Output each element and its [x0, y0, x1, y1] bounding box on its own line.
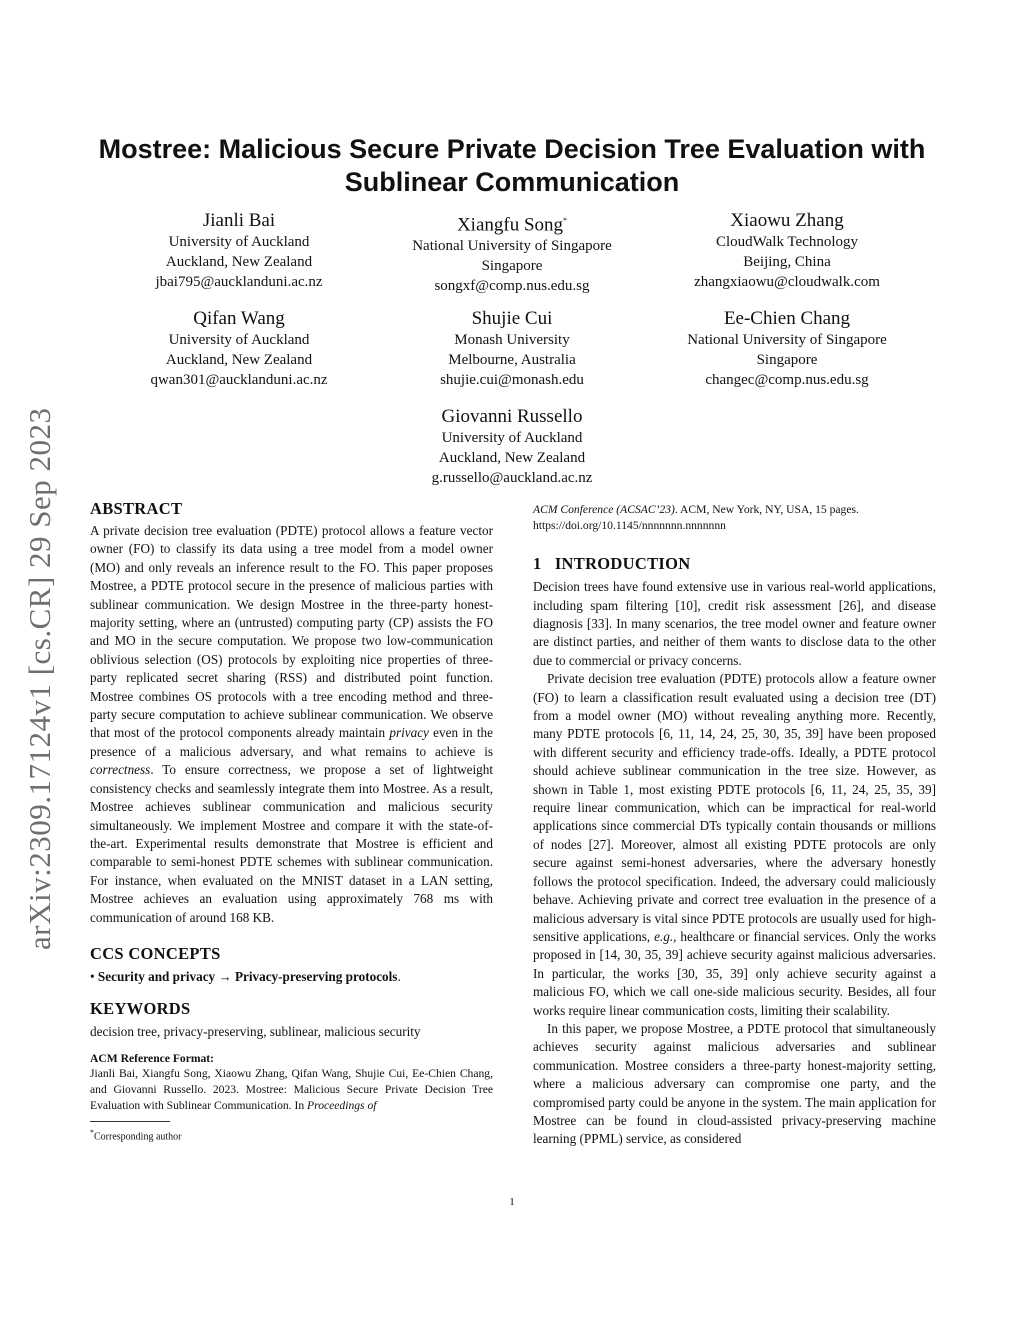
- author-affiliation: University of Auckland: [441, 430, 583, 446]
- author-email: shujie.cui@monash.edu: [440, 372, 584, 388]
- ccs-subconcept: Privacy-preserving protocols: [234, 968, 398, 984]
- left-column: [90, 498, 493, 1143]
- author-email: zhangxiaowu@cloudwalk.com: [694, 274, 880, 290]
- author-affiliation: University of Auckland: [168, 332, 310, 348]
- abstract-emphasis: correctness: [90, 762, 151, 778]
- author-affiliation: CloudWalk Technology: [715, 234, 859, 250]
- introduction-heading: 1 INTRODUCTION: [533, 554, 691, 574]
- author-location: Singapore: [756, 352, 818, 368]
- author-location: Singapore: [481, 258, 543, 275]
- reference-emphasis: ACM Conference (ACSAC’23): [533, 503, 675, 516]
- ccs-concepts-heading: CCS CONCEPTS: [90, 943, 221, 963]
- keywords-heading: KEYWORDS: [90, 999, 191, 1019]
- ccs-arrow: →: [218, 968, 232, 984]
- author-location: Auckland, New Zealand: [438, 450, 586, 466]
- corresponding-author-mark: *: [563, 216, 568, 225]
- arxiv-identifier-stamp: arXiv:2309.17124v1 [cs.CR] 29 Sep 2023: [22, 407, 57, 950]
- author-email: changec@comp.nus.edu.sg: [705, 372, 869, 388]
- author-name: Xiaowu Zhang: [730, 210, 844, 231]
- ccs-concept: Security and privacy: [97, 968, 216, 984]
- footnote: [90, 1126, 493, 1143]
- footnote-text: Corresponding author: [94, 1131, 182, 1143]
- author-affiliation: National University of Singapore: [412, 238, 612, 255]
- author-name: Giovanni Russello: [441, 406, 583, 427]
- intro-emphasis: e.g.: [654, 928, 674, 944]
- intro-paragraph-3: In this paper, we propose Mostree, a PDTE protocol that simultaneously achieves security against malicious adversaries and sublinear communication. Mostree considers a three-party honest-majority setting, where a malicious adversary can compromise one party, and the compromised party could be anyone in the system. The main application for Mostree can be found in cloud-assisted privacy-preserving machine learning (PPML) service, as considered: [533, 1020, 936, 1147]
- author-email: g.russello@auckland.ac.nz: [431, 470, 593, 486]
- author-block: [657, 308, 917, 390]
- ccs-concepts-text: [90, 968, 493, 986]
- ccs-bullet: •: [90, 968, 95, 984]
- author-location: Auckland, New Zealand: [165, 254, 313, 270]
- author-affiliation: Monash University: [454, 332, 570, 348]
- author-block: [382, 210, 642, 296]
- intro-paragraph-2: [533, 670, 936, 1020]
- reference-emphasis: Proceedings of: [307, 1098, 377, 1112]
- author-block: [382, 406, 642, 488]
- footnote-mark: *: [90, 1128, 94, 1138]
- keywords-text: decision tree, privacy-preserving, sublinear, malicious security: [90, 1024, 421, 1040]
- footnote-divider: [90, 1121, 170, 1122]
- paper-title: Mostree: Malicious Secure Private Decision Tree Evaluation with Sublinear Communication: [98, 134, 926, 197]
- author-email: qwan301@aucklanduni.ac.nz: [150, 372, 328, 388]
- author-name: Jianli Bai: [202, 210, 276, 231]
- abstract-emphasis: privacy: [389, 725, 429, 741]
- author-name-line: [382, 210, 642, 236]
- intro-paragraph-1: Decision trees have found extensive use in various real-world applications, including spam filtering [10], credit risk assessment [26], and disease diagnosis [33]. In many scenarios, the tree model owner and feature owner are distinct parties, and neither of them wants to disclose data to the other due to commercial or privacy concerns.: [533, 579, 936, 668]
- author-name: Ee-Chien Chang: [723, 308, 851, 329]
- author-affiliation: National University of Singapore: [687, 332, 887, 348]
- abstract-part: . To ensure correctness, we propose a set of lightweight consistency checks and seamlessly integrate them into Mostree. As a result, Mostree achieves sublinear communication and malicious security simultaneously. We implement Mostree and compare it with the state-of-the-art. Experimental results demonstrate that Mostree is efficient and comparable to semi-honest PDTE schemes with sublinear communication. For instance, when evaluated on the MNIST dataset in a LAN setting, Mostree achieves an evaluation using approximately 768 ms with communication of around 168 KB.: [90, 762, 493, 925]
- right-column: [533, 502, 936, 1149]
- author-affiliation: University of Auckland: [168, 234, 310, 250]
- author-name: Shujie Cui: [471, 308, 553, 329]
- abstract-text: [90, 522, 493, 927]
- reference-part: . ACM, New York, NY, USA, 15 pages. https://doi.org/10.1145/nnnnnnn.nnnnnnn: [533, 503, 859, 532]
- author-block: [109, 308, 369, 390]
- author-email: jbai795@aucklanduni.ac.nz: [155, 274, 323, 290]
- author-location: Melbourne, Australia: [448, 352, 576, 368]
- acm-reference-continuation: [533, 502, 936, 533]
- intro-part: , healthcare or financial services. Only the works proposed in [14, 30, 35, 39] achieve security against malicious adversaries. In particular, the works [30, 35, 39] only achieve security against a malicious FO, which we call one-side malicious security. Besides, all four works require linear communication costs, limiting their scalability.: [533, 928, 937, 1018]
- author-email: songxf@comp.nus.edu.sg: [434, 278, 590, 295]
- author-location: Beijing, China: [743, 254, 831, 270]
- page-number: 1: [509, 1196, 515, 1208]
- author-block: [657, 210, 917, 292]
- ccs-period: .: [397, 968, 401, 984]
- author-block: [109, 210, 369, 292]
- author-name: Qifan Wang: [193, 308, 285, 329]
- author-location: Auckland, New Zealand: [165, 352, 313, 368]
- abstract-heading: ABSTRACT: [90, 499, 183, 518]
- acm-reference-text: [90, 1066, 493, 1113]
- abstract-part: A private decision tree evaluation (PDTE) protocol allows a feature vector owner (FO) to classify its data using a tree model from a model owner (MO) and only reveals an inference result to the FO. This paper proposes Mostree, a PDTE protocol secure in the presence of malicious parties with sublinear communication. We design Mostree in the three-party honest-majority setting, where an (untrusted) computing party (CP) assists the FO and MO in the secure computation. We propose two low-communication oblivious selection (OS) protocols by exploiting nice properties of three-party replicated secret sharing (RSS) and distributed point function. Mostree combines OS protocols with a tree encoding method and three-party secure computation to achieve sublinear communication. We observe that most of the protocol components already maintain: [90, 523, 493, 741]
- reference-part: Jianli Bai, Xiangfu Song, Xiaowu Zhang, Qifan Wang, Shujie Cui, Ee-Chien Chang, and Giovanni Russello. 2023. Mostree: Malicious Secure Private Decision Tree Evaluation with Sublinear Communication. In: [90, 1067, 493, 1112]
- acm-reference-heading: ACM Reference Format:: [90, 1051, 215, 1065]
- abstract-part: even in the presence of a malicious adversary, and what remains to achieve is: [90, 725, 493, 759]
- author-block: [382, 308, 642, 390]
- intro-part: Private decision tree evaluation (PDTE) protocols allow a feature owner (FO) to learn a classification result evaluated using a decision tree (DT) from a model owner (MO) without revealing anything more. Recently, many PDTE protocols [6, 11, 14, 24, 25, 30, 35, 39] have been proposed with different security and efficiency trade-offs. Ideally, a PDTE protocol should achieve sublinear communication in the tree size. However, as shown in Table 1, most existing PDTE protocols [6, 11, 24, 25, 35, 39] require linear communication, which can be impractical for real-world applications since commercial DTs typically contain thousands or millions of nodes [27]. Moreover, almost all existing PDTE protocols are only secure against semi-honest adversaries, where the adversary honestly follows the protocol specification. Indeed, the adversary could maliciously behave. Achieving private and correct tree evaluation in the presence of a malicious adversary is vital since PDTE protocols are usually used for high-sensitive applications,: [533, 671, 936, 944]
- author-name: Xiangfu Song: [456, 214, 564, 236]
